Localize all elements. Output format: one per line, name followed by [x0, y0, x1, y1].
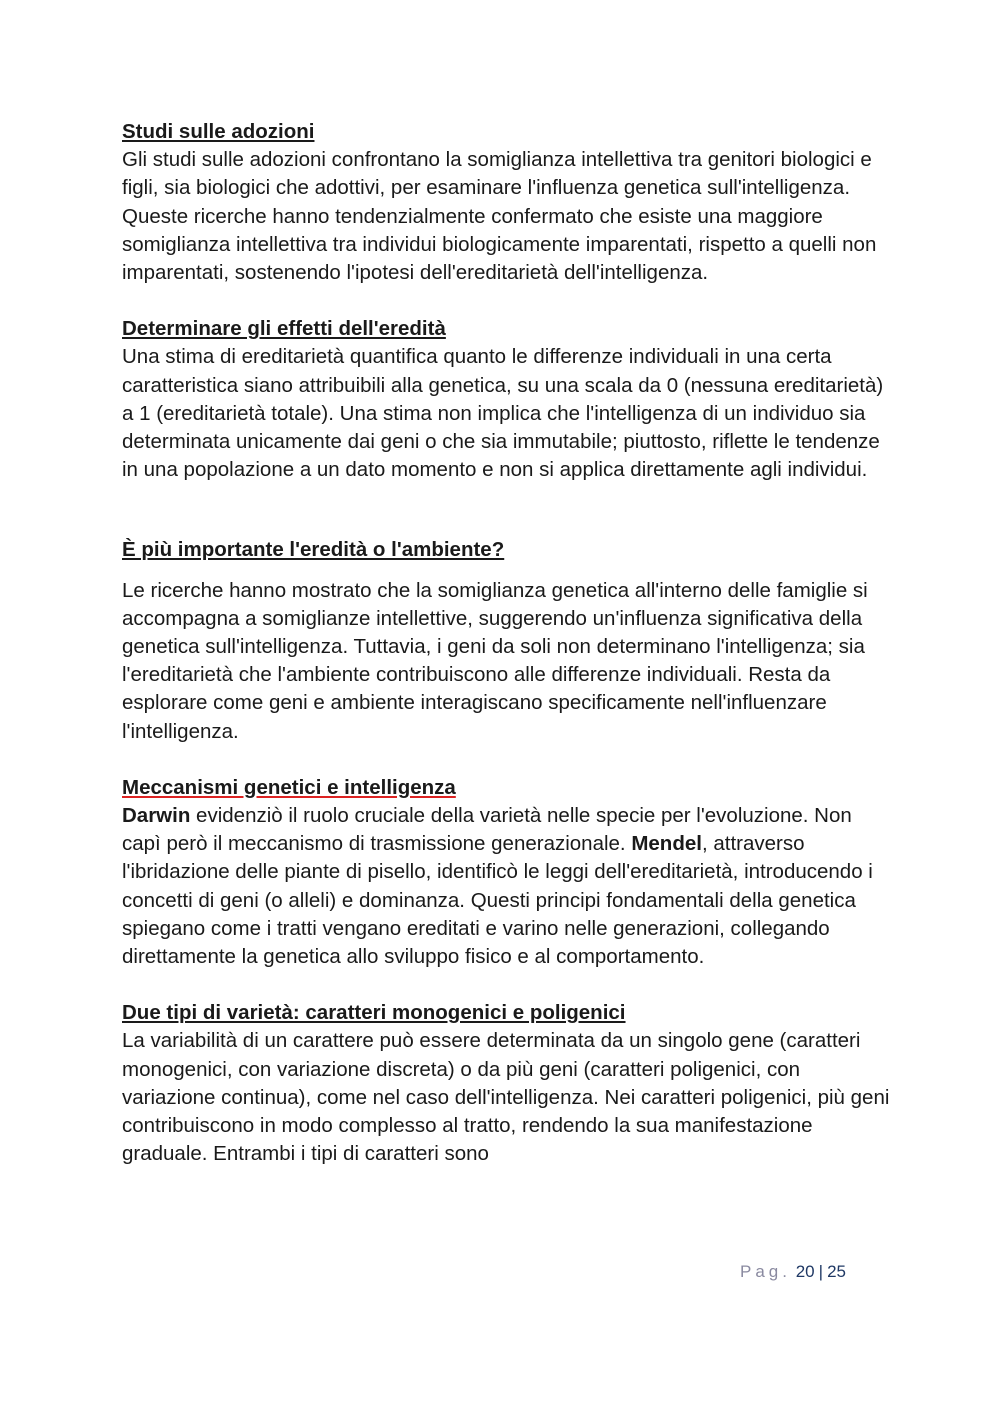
section-heading: Meccanismi genetici e intelligenza: [122, 775, 456, 799]
section-body: Gli studi sulle adozioni confrontano la somiglianza intellettiva tra genitori biologici e figli, sia biologici che adottivi, per esaminare l'influenza genetica sull'intelligenza. Queste ricerche hanno tendenzialmente confermato che esiste una maggiore somiglianza intellettiva tra individui biologicamente imparentati, rispetto a quelli non imparentati, sostenendo l'ipotesi dell'ereditarietà dell'intelligenza.: [122, 148, 877, 285]
section-heading: Studi sulle adozioni: [122, 120, 315, 143]
section-heredity-vs-environment: [122, 536, 892, 745]
section-heading: È più importante l'eredità o l'ambiente?: [122, 538, 505, 562]
body-text-part-1: evidenziò il ruolo cruciale della varietà nelle specie per l'evoluzione. Non capì però il meccanismo di trasmissione generazionale.: [122, 804, 852, 856]
darwin-name: Darwin: [122, 804, 191, 828]
section-adoption-studies: [122, 118, 892, 287]
section-variety-types: [122, 999, 892, 1168]
section-heading: Due tipi di varietà: caratteri monogenici e poligenici: [122, 1001, 626, 1025]
page-label: Pag.: [740, 1262, 791, 1281]
section-body: Le ricerche hanno mostrato che la somiglianza genetica all'interno delle famiglie si accompagna a somiglianze intellettive, suggerendo un'influenza significativa della genetica sull'intelligenza. Tuttavia, i geni da soli non determinano l'intelligenza; sia l'ereditarietà che l'ambiente contribuiscono alle differenze individuali. Resta da esplorare come geni e ambiente interagiscano specificamente nell'influenzare l'intelligenza.: [122, 578, 868, 743]
page-number: 20: [795, 1262, 815, 1281]
page-total: 25: [827, 1262, 846, 1281]
document-page: [122, 118, 892, 1169]
section-body: [122, 802, 892, 971]
section-body: Una stima di ereditarietà quantifica quanto le differenze individuali in una certa caratteristica siano attribuibili alla genetica, su una scala da 0 (nessuna ereditarietà) a 1 (ereditarietà totale). Una stima non implica che l'intelligenza di un individuo sia determinata unicamente dai geni o che sia immutabile; piuttosto, riflette le tendenze in una popolazione a un dato momento e non si applica direttamente agli individui.: [122, 345, 884, 482]
body-text-part-2: , attraverso l'ibridazione delle piante di pisello, identificò le leggi dell'ereditarietà, introducendo i concetti di geni (o alleli) e dominanza. Questi principi fondamentali della genetica spiegano come i tratti vengano ereditati e varino nelle generazioni, collegando direttamente la genetica allo sviluppo fisico e al comportamento.: [122, 832, 873, 969]
section-heritability: [122, 315, 892, 484]
mendel-name: Mendel: [631, 832, 702, 856]
section-body: La variabilità di un carattere può essere determinata da un singolo gene (caratteri monogenici, con variazione discreta) o da più geni (caratteri poligenici, con variazione continua), come nel caso dell'intelligenza. Nei caratteri poligenici, più geni contribuiscono in modo complesso al tratto, rendendo la sua manifestazione graduale. Entrambi i tipi di caratteri sono: [122, 1029, 890, 1166]
page-separator: |: [818, 1262, 824, 1281]
section-heading: Determinare gli effetti dell'eredità: [122, 317, 446, 341]
section-genetic-mechanisms: [122, 774, 892, 971]
page-footer: [740, 1262, 846, 1282]
